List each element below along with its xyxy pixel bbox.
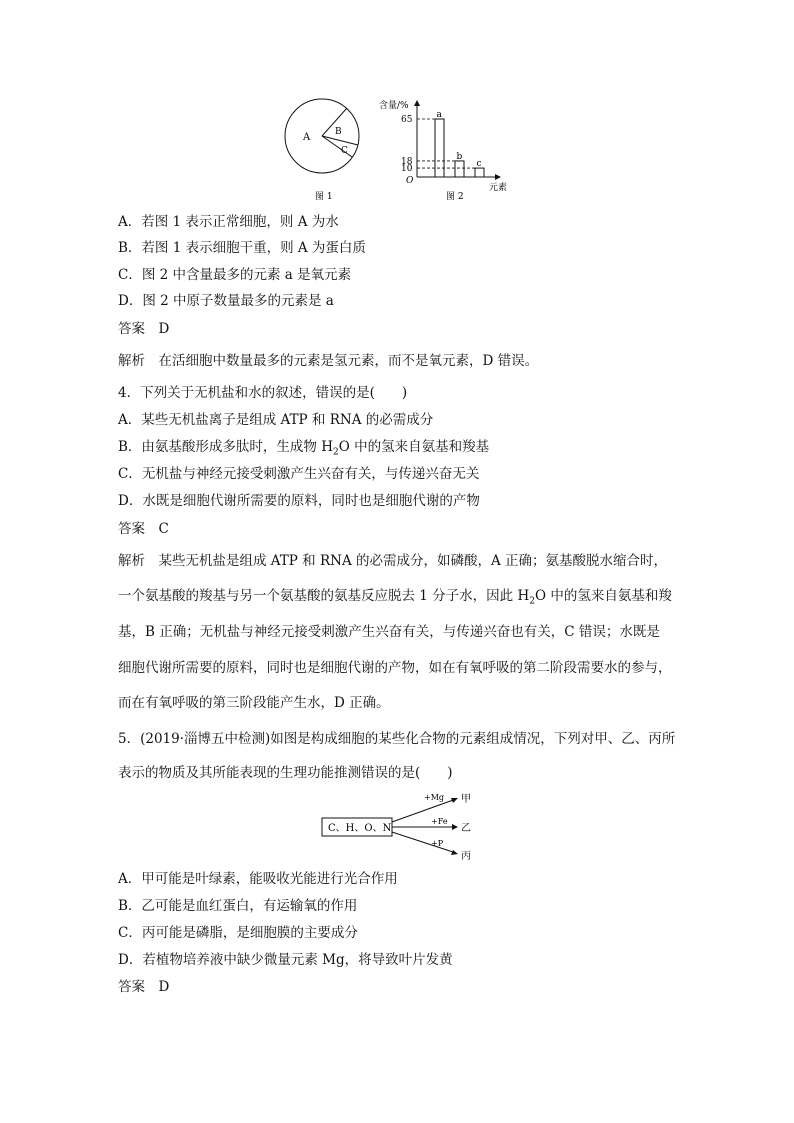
bar-label-b: b	[456, 151, 463, 162]
q4-option-c: C．无机盐与神经元接受刺激产生兴奋有关，与传递兴奋无关	[118, 466, 480, 482]
arrow-jia-label: +Mg	[424, 793, 445, 802]
q5-answer: 答案 D	[118, 979, 170, 995]
figure-2-caption: 图 2	[446, 192, 464, 202]
q5-stem-line-1: 5．(2019·淄博五中检测)如图是构成细胞的某些化合物的元素组成情况，下列对甲、乙、丙所	[118, 731, 676, 747]
bar-b	[455, 161, 464, 177]
pie-label-a: A	[303, 132, 311, 143]
target-jia: 甲	[461, 794, 471, 805]
q4-option-b-sub: 2	[333, 447, 339, 458]
q5-option-d: D．若植物培养液中缺少微量元素 Mg，将导致叶片发黄	[118, 952, 453, 968]
arrow-bing	[392, 832, 456, 853]
figure-1-pie	[285, 99, 359, 202]
q4-stem: 4．下列关于无机盐和水的叙述，错误的是( )	[118, 385, 408, 401]
pie-label-c: C	[341, 146, 348, 156]
q4-analysis-2-post: O 中的氢来自氨基和羧	[534, 588, 672, 604]
tick-10: 10	[401, 164, 413, 175]
q4-option-b-pre: B．由氨基酸形成多肽时，生成物 H	[118, 439, 333, 455]
q3-option-a: A．若图 1 表示正常细胞，则 A 为水	[118, 214, 339, 230]
q3-answer: 答案 D	[118, 321, 170, 337]
figures-q3	[0, 0, 794, 210]
arrow-yi-head	[452, 824, 458, 830]
q4-answer: 答案 C	[118, 521, 169, 537]
bar-c	[475, 168, 484, 177]
q4-option-b	[118, 438, 489, 462]
tick-65: 65	[401, 115, 413, 125]
q5-option-c: C．丙可能是磷脂，是细胞膜的主要成分	[118, 925, 358, 941]
figure-1-caption: 图 1	[315, 192, 333, 202]
q3-option-d: D．图 2 中原子数量最多的元素是 a	[118, 293, 334, 309]
q4-analysis-2-sub: 2	[529, 596, 535, 607]
pie-label-b: B	[335, 127, 342, 137]
x-axis-arrow	[495, 174, 501, 180]
q5-option-b: B．乙可能是血红蛋白，有运输氧的作用	[118, 898, 358, 914]
y-axis-arrow	[414, 100, 420, 106]
q4-option-a: A．某些无机盐离子是组成 ATP 和 RNA 的必需成分	[118, 412, 434, 428]
target-bing: 丙	[461, 851, 471, 862]
arrow-bing-head	[451, 850, 458, 855]
q5-option-a: A．甲可能是叶绿素，能吸收光能进行光合作用	[118, 871, 398, 887]
figure-2-bar-chart	[379, 99, 507, 202]
arrow-bing-label: +P	[431, 839, 444, 848]
q4-analysis-2-pre: 一个氨基酸的羧基与另一个氨基酸的氨基反应脱去 1 分子水，因此 H	[118, 588, 530, 604]
arrow-yi-label: +Fe	[431, 817, 448, 826]
tick-18: 18	[401, 156, 413, 167]
target-yi: 乙	[461, 823, 471, 834]
q5-diagram	[0, 780, 794, 865]
q3-option-c: C．图 2 中含量最多的元素 a 是氧元素	[118, 267, 352, 283]
x-axis-label: 元素	[489, 183, 508, 193]
q4-analysis-line-5: 而在有氧呼吸的第三阶段能产生水，D 正确。	[118, 695, 390, 711]
element-box-label: C、H、O、N	[328, 823, 392, 834]
bar-label-a: a	[436, 110, 442, 120]
arrow-jia-head	[451, 798, 458, 803]
q4-analysis-line-2	[118, 587, 672, 611]
bar-label-c: c	[476, 159, 482, 170]
q5-stem-line-2: 表示的物质及其所能表现的生理功能推测错误的是( )	[118, 765, 453, 781]
q4-analysis-line-1: 解析 某些无机盐是组成 ATP 和 RNA 的必需成分，如磷酸，A 正确；氨基酸脱水缩合时，	[118, 553, 668, 569]
q4-option-b-post: O 中的氢来自氨基和羧基	[338, 439, 490, 455]
q3-analysis: 解析 在活细胞中数量最多的元素是氢元素，而不是氧元素，D 错误。	[118, 353, 539, 369]
origin-label: O	[406, 176, 414, 186]
q4-option-d: D．水既是细胞代谢所需要的原料，同时也是细胞代谢的产物	[118, 493, 480, 509]
y-axis-label: 含量/%	[379, 101, 409, 111]
q3-option-b: B．若图 1 表示细胞干重，则 A 为蛋白质	[118, 240, 366, 256]
pie-divider-2	[322, 136, 358, 145]
q4-analysis-line-4: 细胞代谢所需要的原料，同时也是细胞代谢的产物，如在有氧呼吸的第二阶段需要水的参与，	[118, 660, 672, 676]
q4-analysis-line-3: 基，B 正确；无机盐与神经元接受刺激产生兴奋有关，与传递兴奋也有关，C 错误；水既是	[118, 624, 660, 640]
